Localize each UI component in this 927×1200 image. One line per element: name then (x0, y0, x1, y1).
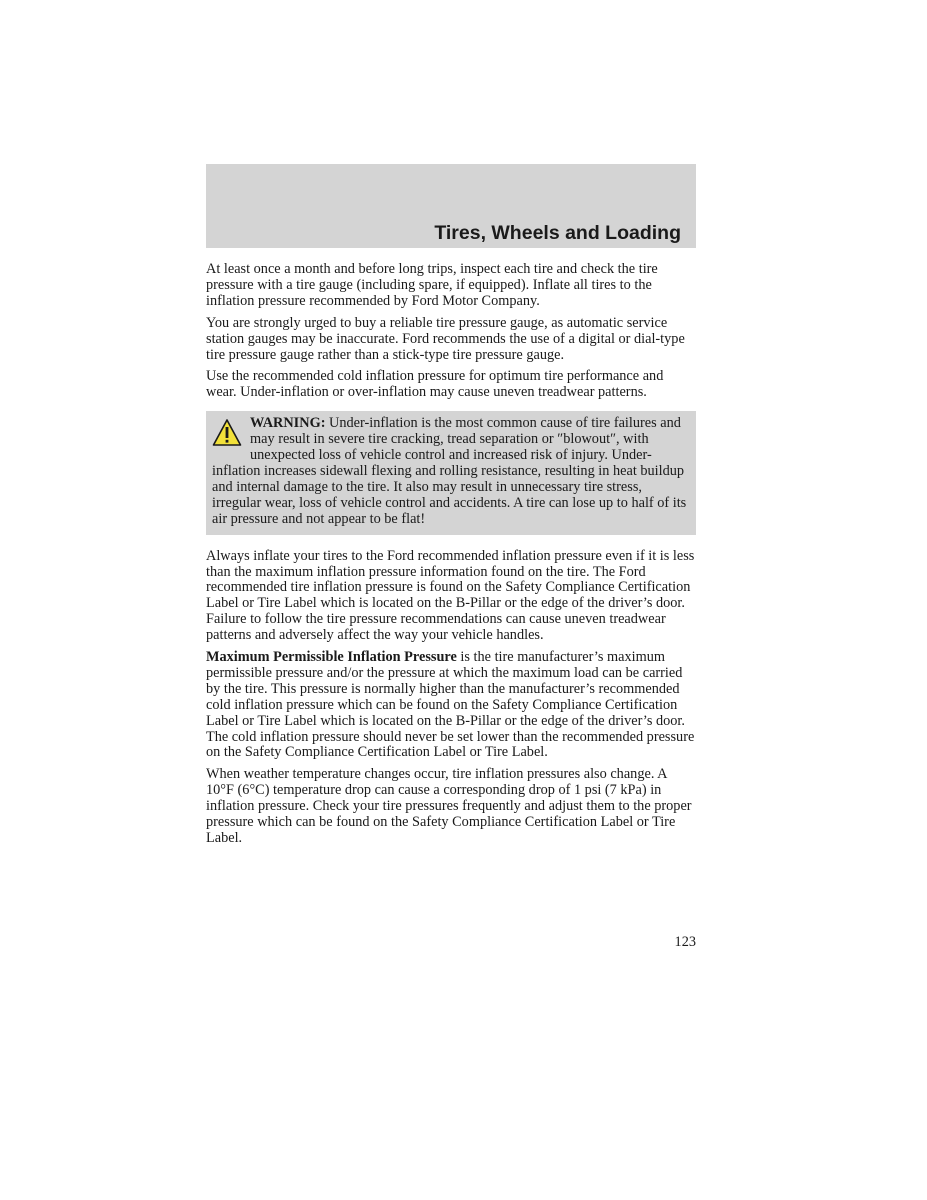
page-content (206, 262, 696, 853)
paragraph-pressure-gauge: You are strongly urged to buy a reliable tire pressure gauge, as automatic service station gauges may be inaccurate. Ford recommends the use of a digital or dial-type tire pressure gauge rather than a stick-type tire pressure gauge. (206, 314, 685, 363)
warning-box (206, 411, 696, 534)
page-number: 123 (674, 934, 696, 950)
section-title: Tires, Wheels and Loading (434, 222, 681, 244)
paragraph-max-permissible (206, 650, 696, 761)
warning-text: Under-inflation is the most common cause of tire failures and may result in severe tire cracking, tread separation or ″blowout″, with unexpected loss of vehicle control and increased risk of injury. Under-inflation increases sidewall flexing and rolling resistance, resulting in heat buildup and internal damage to the tire. It also may result in unnecessary tire stress, irregular wear, loss of vehicle control and accidents. A tire can lose up to half of its air pressure and not appear to be flat! (212, 415, 687, 527)
section-header-band (206, 164, 696, 248)
warning-label: WARNING: (250, 415, 326, 432)
paragraph-ford-recommended: Always inflate your tires to the Ford recommended inflation pressure even if it is less than the maximum inflation pressure information found on the tire. The Ford recommended tire inflation pressure is found on the Safety Compliance Certification Label or Tire Label which is located on the B-Pillar or the edge of the driver’s door. Failure to follow the tire pressure recommendations can cause uneven treadwear patterns and adversely affect the way your vehicle handles. (206, 547, 695, 644)
paragraph-monthly-inspection: At least once a month and before long trips, inspect each tire and check the tire pressure with a tire gauge (including spare, if equipped). Inflate all tires to the inflation pressure recommended by Ford Motor Company. (206, 261, 658, 309)
paragraph-cold-inflation: Use the recommended cold inflation pressure for optimum tire performance and wear. Under-inflation or over-inflation may cause uneven treadwear patterns. (206, 368, 664, 401)
max-permissible-body: is the tire manufacturer’s maximum permissible pressure and/or the pressure at which the maximum load can be carried by the tire. This pressure is normally higher than the manufacturer’s recommended cold inflation pressure which can be found on the Safety Compliance Certification Label or Tire Label which is located on the B-Pillar or the edge of the driver’s door. The cold inflation pressure should never be set lower than the recommended pressure on the Safety Compliance Certification Label or Tire Label. (206, 649, 695, 761)
max-permissible-term: Maximum Permissible Inflation Pressure (206, 649, 457, 666)
paragraph-temperature-change: When weather temperature changes occur, tire inflation pressures also change. A 10°F (6°C) temperature drop can cause a corresponding drop of 1 psi (7 kPa) in inflation pressure. Check your tire pressures frequently and adjust them to the proper pressure which can be found on the Safety Compliance Certification Label or Tire Label. (206, 766, 692, 846)
warning-triangle-icon (212, 418, 242, 448)
